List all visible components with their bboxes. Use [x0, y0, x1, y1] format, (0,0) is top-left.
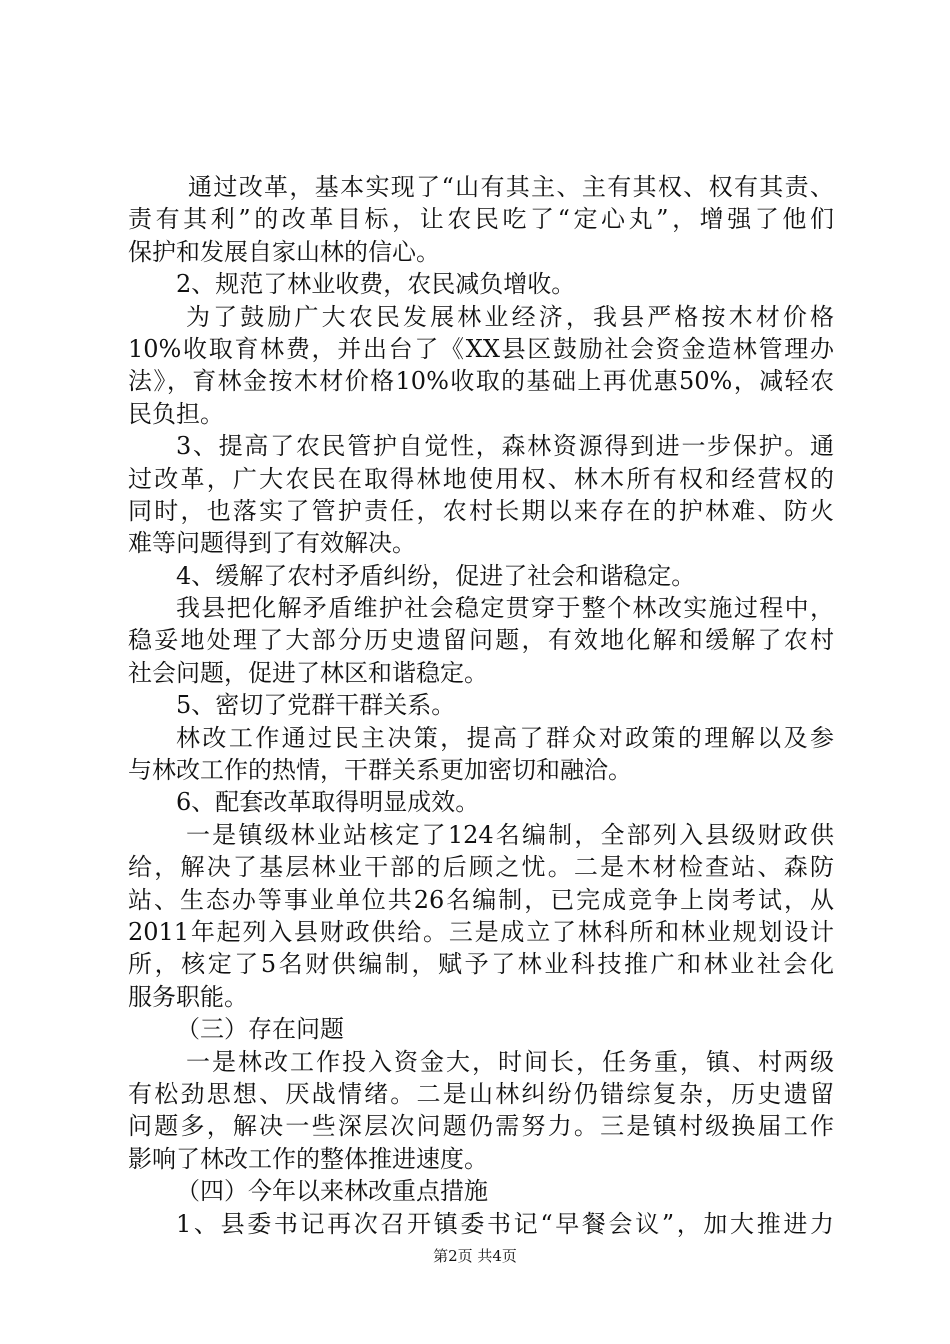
text-line: 稳妥地处理了大部分历史遗留问题，有效地化解和缓解了农村	[128, 626, 834, 655]
text-line: 有松劲思想、厌战情绪。二是山林纠纷仍错综复杂，历史遗留	[128, 1079, 834, 1108]
text-line: 3、提高了农民管护自觉性，森林资源得到进一步保护。通	[176, 432, 834, 461]
text-line: 给，解决了基层林业干部的后顾之忧。二是木材检查站、森防	[128, 853, 834, 882]
text-line: 过改革，广大农民在取得林地使用权、林木所有权和经营权的	[128, 464, 834, 493]
text-line: 法》，育林金按木材价格10%收取的基础上再优惠50%，减轻农	[128, 367, 834, 396]
text-line: 一是林改工作投入资金大，时间长，任务重，镇、村两级	[186, 1047, 834, 1076]
text-line: 难等问题得到了有效解决。	[128, 529, 416, 558]
text-line: 责有其利”的改革目标，让农民吃了“定心丸”，增强了他们	[128, 205, 834, 234]
text-line: （四）今年以来林改重点措施	[176, 1177, 488, 1206]
text-line: 所，核定了5名财供编制，赋予了林业科技推广和林业社会化	[128, 950, 834, 979]
document-body	[128, 171, 834, 1240]
text-line: 同时，也落实了管护责任，农村长期以来存在的护林难、防火	[128, 496, 834, 525]
text-line: 10%收取育林费，并出台了《XX县区鼓励社会资金造林管理办	[128, 334, 834, 363]
text-line: 为了鼓励广大农民发展林业经济，我县严格按木材价格	[186, 302, 834, 331]
text-line: 站、生态办等事业单位共26名编制，已完成竞争上岗考试，从	[128, 885, 834, 914]
text-line: 与林改工作的热情，干群关系更加密切和融洽。	[128, 756, 632, 785]
page-number: 第2页 共4页	[433, 1247, 517, 1265]
text-line: 5、密切了党群干群关系。	[176, 691, 456, 720]
text-line: 社会问题，促进了林区和谐稳定。	[128, 658, 488, 687]
text-line: （三）存在问题	[176, 1015, 344, 1044]
text-line: 6、配套改革取得明显成效。	[176, 788, 480, 817]
text-line: 林改工作通过民主决策，提高了群众对政策的理解以及参	[176, 723, 834, 752]
page-footer	[0, 1246, 950, 1266]
text-line: 通过改革，基本实现了“山有其主、主有其权、权有其责、	[188, 173, 834, 201]
text-line: 2011年起列入县财政供给。三是成立了林科所和林业规划设计	[128, 917, 834, 946]
text-line: 我县把化解矛盾维护社会稳定贯穿于整个林改实施过程中，	[176, 594, 834, 623]
text-line: 4、缓解了农村矛盾纠纷，促进了社会和谐稳定。	[176, 561, 696, 590]
text-line: 保护和发展自家山林的信心。	[128, 237, 440, 266]
text-line: 一是镇级林业站核定了124名编制，全部列入县级财政供	[186, 820, 834, 849]
text-line: 2、规范了林业收费，农民减负增收。	[176, 270, 576, 299]
text-line: 影响了林改工作的整体推进速度。	[128, 1144, 488, 1173]
text-line: 1、县委书记再次召开镇委书记“早餐会议”，加大推进力	[176, 1209, 834, 1238]
text-line: 民负担。	[128, 399, 224, 428]
text-line: 问题多，解决一些深层次问题仍需努力。三是镇村级换届工作	[128, 1112, 834, 1141]
text-line: 服务职能。	[128, 982, 248, 1011]
